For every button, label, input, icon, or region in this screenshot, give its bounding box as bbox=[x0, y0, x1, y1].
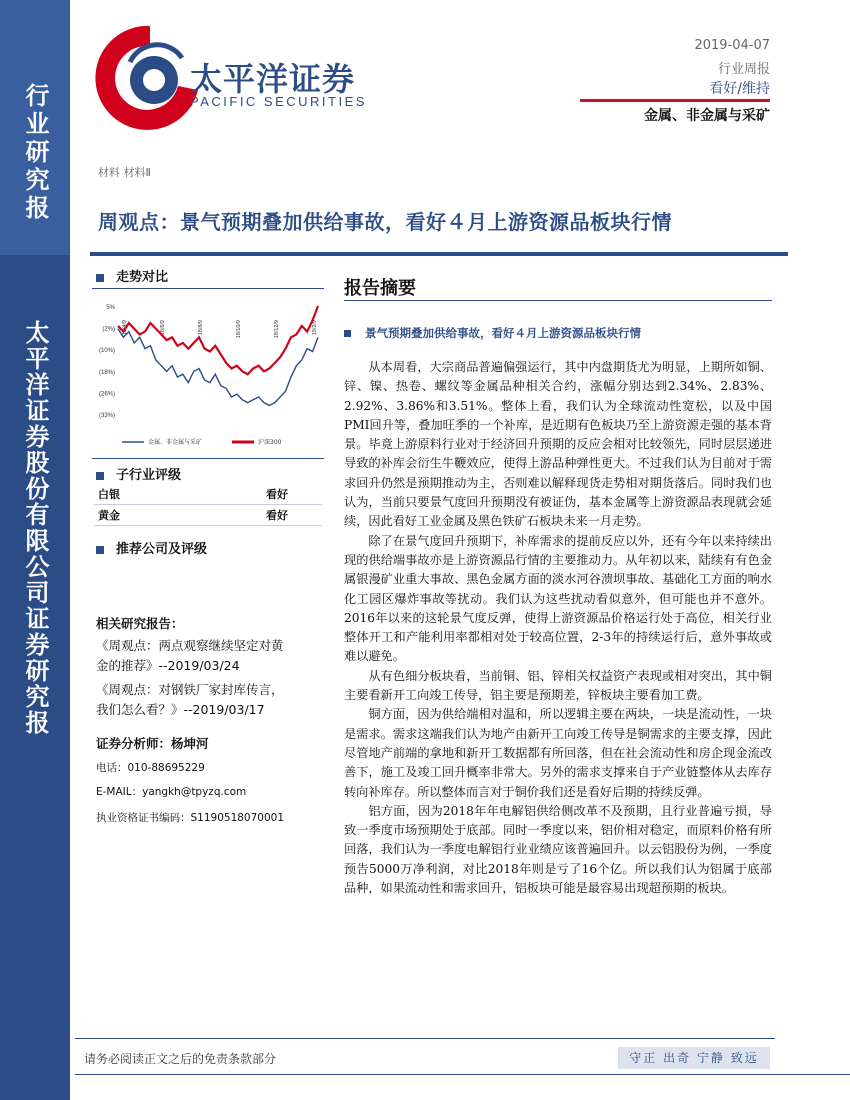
table-row bbox=[94, 505, 322, 526]
bullet-square-icon bbox=[96, 472, 104, 480]
category-label: 材料 材料Ⅱ bbox=[98, 166, 151, 179]
bullet-square-icon bbox=[344, 330, 351, 337]
trend-chart bbox=[92, 296, 324, 456]
sub-industry-table bbox=[94, 484, 322, 526]
bullet-square-icon bbox=[96, 274, 104, 282]
sub-industry-name: 黄金 bbox=[94, 505, 170, 526]
industry-rating: 看好/维持 bbox=[709, 81, 770, 97]
bullet-square-icon bbox=[96, 546, 104, 554]
report-title: 周观点：景气预期叠加供给事故，看好４月上游资源品板块行情 bbox=[98, 210, 672, 234]
summary-heading: 报告摘要 bbox=[344, 278, 416, 299]
analyst-cert: 执业资格证书编码：S1190518070001 bbox=[96, 812, 285, 824]
report-type: 行业周报 bbox=[717, 62, 770, 77]
y-tick-label: (26%) bbox=[98, 391, 115, 398]
footer-bottom-rule bbox=[75, 1074, 850, 1075]
summary-body bbox=[344, 358, 772, 898]
legend-label: 金属、非金属与采矿 bbox=[148, 439, 203, 446]
summary-paragraph: 铝方面，因为2018年年电解铝供给侧改革不及预期，且行业普遍亏损，导致一季度市场预期处于底部。同时一季度以来，铝价相对稳定，而原料价格有所回落，我们认为一季度电解铝行业业绩应该普遍回升。以云铝股份为例，一季度预告5000万净利润，对比2018年则是亏了16个亿。所以我们认为铝属于底部品种，如果流动性和需求回升，铝板块可能是最容易出现超预期的板块。 bbox=[344, 803, 772, 896]
footer-motto: 守正 出奇 宁静 致远 bbox=[618, 1047, 770, 1069]
summary-subheading: 景气预期叠加供给事故，看好４月上游资源品板块行情 bbox=[344, 325, 641, 341]
title-rule bbox=[90, 252, 788, 256]
related-report-line[interactable]: 我们怎么看？》--2019/03/17 bbox=[96, 702, 265, 717]
related-heading: 相关研究报告： bbox=[96, 616, 184, 631]
x-tick-label: 18/8/9 bbox=[198, 320, 204, 336]
trend-heading: 走势对比 bbox=[96, 266, 168, 285]
sector-name: 金属、非金属与采矿 bbox=[644, 108, 770, 124]
sub-industry-rating: 看好 bbox=[170, 484, 322, 505]
sub-industry-rating: 看好 bbox=[170, 505, 322, 526]
series-line-0 bbox=[118, 329, 318, 406]
x-tick-label: 18/4/9 bbox=[122, 320, 128, 336]
related-report-line[interactable]: 《周观点：两点观察继续坚定对黄 bbox=[96, 638, 284, 653]
analyst-email[interactable]: E-MAIL：yangkh@tpyzq.com bbox=[96, 786, 247, 798]
x-tick-label: 18/12/9 bbox=[274, 320, 280, 339]
related-report-line[interactable]: 金的推荐》--2019/03/24 bbox=[96, 658, 240, 673]
table-row bbox=[94, 484, 322, 505]
y-tick-label: (18%) bbox=[98, 369, 115, 376]
x-tick-label: 18/10/9 bbox=[236, 320, 242, 339]
x-tick-label: 18/6/9 bbox=[160, 320, 166, 336]
y-tick-label: 5% bbox=[106, 305, 115, 311]
summary-paragraph: 从本周看，大宗商品普遍偏强运行，其中内盘期货尤为明显，上期所如铜、锌、镍、热卷、螺纹等金属品种相关合约，涨幅分别达到2.34%、2.83%、2.92%、3.86%和3.51%。整体上看，我们认为全球流动性宽松，以及中国PMI回升等，叠加旺季的一个补库，是近期有色板块乃至上游资源走强的基本背景。毕竟上游原料行业对于经济回升预期的反应会相对比较领先，同时层层递进导致的补库会衍生牛鞭效应，使得上游品种弹性更大。不过我们认为目前对于需求回升仍然是预期推动为主，否则难以解释现货走势相对期货落后。同时我们也认为，当前只要景气度回升预期没有被证伪，基本金属等上游资源品表现就会延续，因此看好工业金属及黑色铁矿石板块未来一月走势。 bbox=[344, 360, 772, 529]
related-report-line[interactable]: 《周观点：对钢铁厂家封库传言， bbox=[96, 682, 284, 697]
y-tick-label: (33%) bbox=[98, 413, 115, 419]
y-tick-label: (2%) bbox=[102, 326, 115, 333]
summary-paragraph: 从有色细分板块看，当前铜、铝、锌相关权益资产表现或相对突出，其中铜主要看新开工向竣工传导，铝主要是预期差，锌板块主要看加工费。 bbox=[344, 668, 772, 703]
summary-paragraph: 除了在景气度回升预期下，补库需求的提前反应以外，还有今年以来持续出现的供给端事故亦是上游资源品行情的主要推动力。从年初以来，陆续有有色金属银漫矿业重大事故、黑色金属方面的淡水河谷溃坝事故、基础化工方面的响水化工园区爆炸事故等扰动。我们认为这些扰动看似意外，但可能也并不意外。2016年以来的这轮景气度反弹，使得上游资源品价格运行处于高位，相关行业整体开工和产能利用率都相对处于较高位置，2-3年的持续运行后，意外事故或难以避免。 bbox=[344, 533, 772, 664]
summary-rule bbox=[344, 300, 772, 301]
y-tick-label: (10%) bbox=[98, 348, 115, 355]
footer-disclaimer: 请务必阅读正文之后的免责条款部分 bbox=[84, 1052, 277, 1066]
brand-name-en: PACIFIC SECURITIES bbox=[190, 94, 367, 109]
analyst-name: 证券分析师：杨坤河 bbox=[96, 736, 209, 751]
x-tick-label: 19/2/9 bbox=[312, 320, 318, 336]
sidebar-company-label: 太平洋证券股份有限公司证券研究报 bbox=[21, 320, 49, 736]
trend-rule bbox=[92, 288, 324, 289]
report-date: 2019-04-07 bbox=[694, 38, 770, 53]
brand-name-cn: 太平洋证券 bbox=[190, 60, 356, 98]
sub-industry-name: 白银 bbox=[94, 484, 170, 505]
sub-industry-top-rule bbox=[92, 458, 324, 459]
summary-paragraph: 铜方面，因为供给端相对温和，所以逻辑主要在两块，一块是流动性，一块是需求。需求这端我们认为地产由新开工向竣工传导是铜需求的主要支撑，因此尽管地产前端的拿地和新开工数据都有所回落，但在社会流动性和房企现金流改善下，施工及竣工回升概率非常大。另外的需求支撑来自于产业链整体从去库存转向补库存。所以整体而言对于铜价我们还是看好后期的持续反弹。 bbox=[344, 707, 772, 799]
sidebar-report-label: 行业研究报 bbox=[21, 83, 49, 223]
footer-rule bbox=[75, 1038, 775, 1039]
left-sidebar bbox=[0, 0, 70, 1100]
header-red-line bbox=[580, 99, 770, 102]
recommend-heading: 推荐公司及评级 bbox=[96, 538, 207, 557]
legend-label: 沪深300 bbox=[258, 439, 282, 446]
sub-industry-heading: 子行业评级 bbox=[96, 464, 181, 483]
analyst-phone: 电话：010-88695229 bbox=[96, 762, 205, 774]
series-line-1 bbox=[118, 306, 318, 374]
